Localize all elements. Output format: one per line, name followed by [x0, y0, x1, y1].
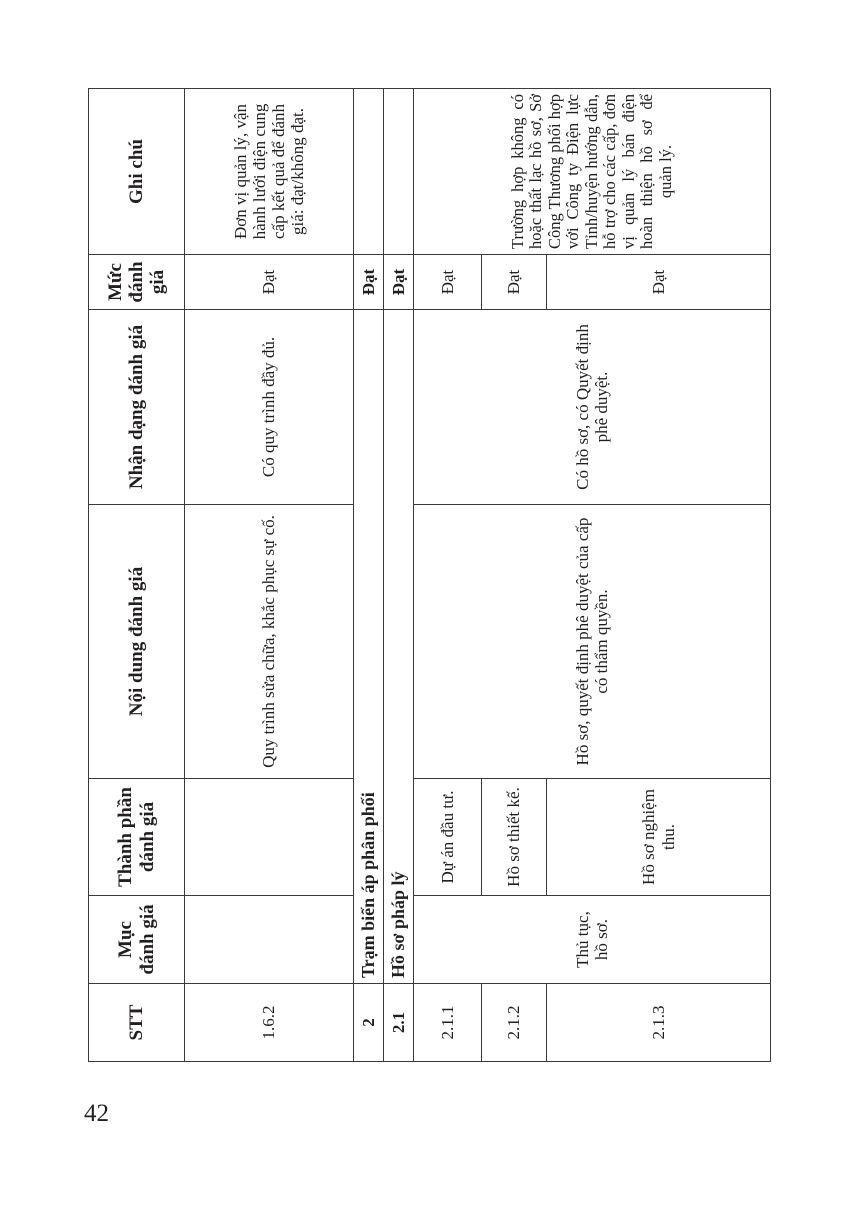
row-162-nhan-dang: Có quy trình đầy đủ. — [185, 310, 354, 505]
row-212-stt: 2.1.2 — [482, 984, 547, 1062]
row-211-thanh-phan: Dự án đầu tư. — [414, 779, 482, 896]
section-21-muc: Đạt — [384, 255, 414, 310]
header-noi-dung: Nội dung đánh giá — [89, 505, 185, 779]
row-213-muc-danh-gia: Đạt — [547, 255, 771, 310]
group-ghi-chu: Trường hợp không có hoặc thất lạc hồ sơ, Sở Công Thương phối hợp với Công ty Điện lực Tỉnh/huyện hướng dẫn, hỗ trợ cho các cấp, đơn vị quản lý bán điện hoàn thiện hồ sơ để quản lý. — [414, 89, 771, 255]
header-nhan-dang: Nhận dạng đánh giá — [89, 310, 185, 505]
section-2-ghi-chu — [354, 89, 384, 255]
header-muc-danh-gia: Mức đánh giá — [89, 255, 185, 310]
section-2-muc: Đạt — [354, 255, 384, 310]
header-muc: Mục đánh giá — [89, 896, 185, 984]
row-213-stt: 2.1.3 — [547, 984, 771, 1062]
rotated-table-container — [88, 89, 770, 1062]
row-162-stt: 1.6.2 — [185, 984, 354, 1062]
group-muc: Thủ tục, hồ sơ. — [414, 896, 771, 984]
row-212-muc-danh-gia: Đạt — [482, 255, 547, 310]
assessment-table — [88, 88, 771, 1062]
row-211-muc-danh-gia: Đạt — [414, 255, 482, 310]
group-noi-dung: Hồ sơ, quyết định phê duyệt của cấp có thẩm quyền. — [414, 505, 771, 779]
header-thanh-phan: Thành phần đánh giá — [89, 779, 185, 896]
row-162-muc — [185, 896, 354, 984]
section-row — [354, 89, 384, 1062]
section-21-ghi-chu — [384, 89, 414, 255]
row-162-muc-danh-gia: Đạt — [185, 255, 354, 310]
page-number: 42 — [84, 1100, 109, 1127]
header-stt: STT — [89, 984, 185, 1062]
row-213-thanh-phan: Hồ sơ nghiệm thu. — [547, 779, 771, 896]
row-211-stt: 2.1.1 — [414, 984, 482, 1062]
row-162-ghi-chu: Đơn vị quản lý, vận hành lưới điện cung cấp kết quả để đánh giá: đạt/không đạt. — [185, 89, 354, 255]
table-header-row — [89, 89, 185, 1062]
section-21-stt: 2.1 — [384, 984, 414, 1062]
section-row — [384, 89, 414, 1062]
group-nhan-dang: Có hồ sơ, có Quyết định phê duyệt. — [414, 310, 771, 505]
row-212-thanh-phan: Hồ sơ thiết kế. — [482, 779, 547, 896]
row-162-noi-dung: Quy trình sửa chữa, khắc phục sự cố. — [185, 505, 354, 779]
section-2-title: Trạm biến áp phân phối — [354, 310, 384, 984]
section-21-title: Hồ sơ pháp lý — [384, 310, 414, 984]
table-row — [185, 89, 354, 1062]
section-2-stt: 2 — [354, 984, 384, 1062]
row-162-thanh-phan — [185, 779, 354, 896]
table-row — [414, 89, 482, 1062]
header-ghi-chu: Ghi chú — [89, 89, 185, 255]
